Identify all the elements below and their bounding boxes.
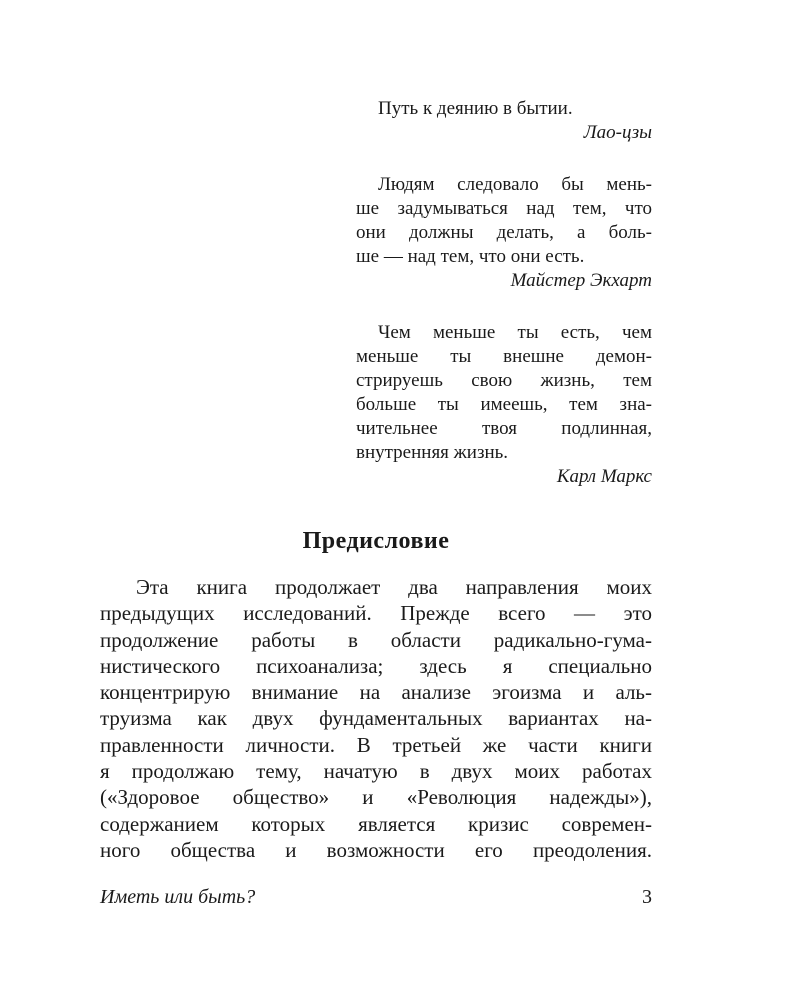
epigraph-marx [356,321,652,489]
body-line: правленности личности. В третьей же части книги [100,732,652,757]
epigraph-line: Людям следовало бы мень- [378,174,652,195]
epigraph-line: Путь к деянию в бытии. [378,98,573,119]
epigraphs [356,97,652,517]
epigraph-text [356,97,652,121]
body-line: труизма как двух фундаментальных вариантах на- [100,706,652,731]
body-line: продолжение работы в области радикально-гума- [100,627,652,652]
epigraph-line: меньше ты внешне демон- [356,346,652,367]
epigraph-eckhart [356,173,652,293]
epigraph-line: чительнее твоя подлинная, [356,418,652,439]
epigraph-line: они должны делать, а боль- [356,222,652,243]
epigraph-line: внутренняя жизнь. [356,442,509,463]
epigraph-line: ше задумываться над тем, что [356,198,652,219]
epigraph-line: ше — над тем, что они есть. [356,246,585,267]
epigraph-author: Майстер Экхарт [510,270,652,291]
epigraph-lao-tzu [356,97,652,145]
epigraph-author: Лао-цзы [583,122,652,143]
epigraph-line: Чем меньше ты есть, чем [378,322,652,343]
body-line: предыдущих исследований. Прежде всего — это [100,601,652,626]
epigraph-author: Карл Маркс [556,466,652,487]
epigraph-line: стрируешь свою жизнь, тем [356,370,652,391]
chapter-title: Предисловие [302,528,450,554]
body-line: ного общества и возможности его преодоления. [100,837,652,862]
running-title: Иметь или быть? [100,886,256,908]
body-line: Эта книга продолжает два направления моих [136,575,652,599]
page-number: 3 [642,886,652,908]
chapter-body [100,574,652,863]
epigraph-text [356,321,652,465]
body-line: содержанием которых является кризис современ- [100,811,652,836]
body-line: концентрирую внимание на анализе эгоизма и аль- [100,680,652,705]
body-line: («Здоровое общество» и «Революция надежды»), [100,785,652,810]
epigraph-line: больше ты имеешь, тем зна- [356,394,652,415]
epigraph-text [356,173,652,269]
body-line: нистического психоанализа; здесь я специально [100,653,652,678]
body-line: я продолжаю тему, начатую в двух моих работах [100,759,652,784]
